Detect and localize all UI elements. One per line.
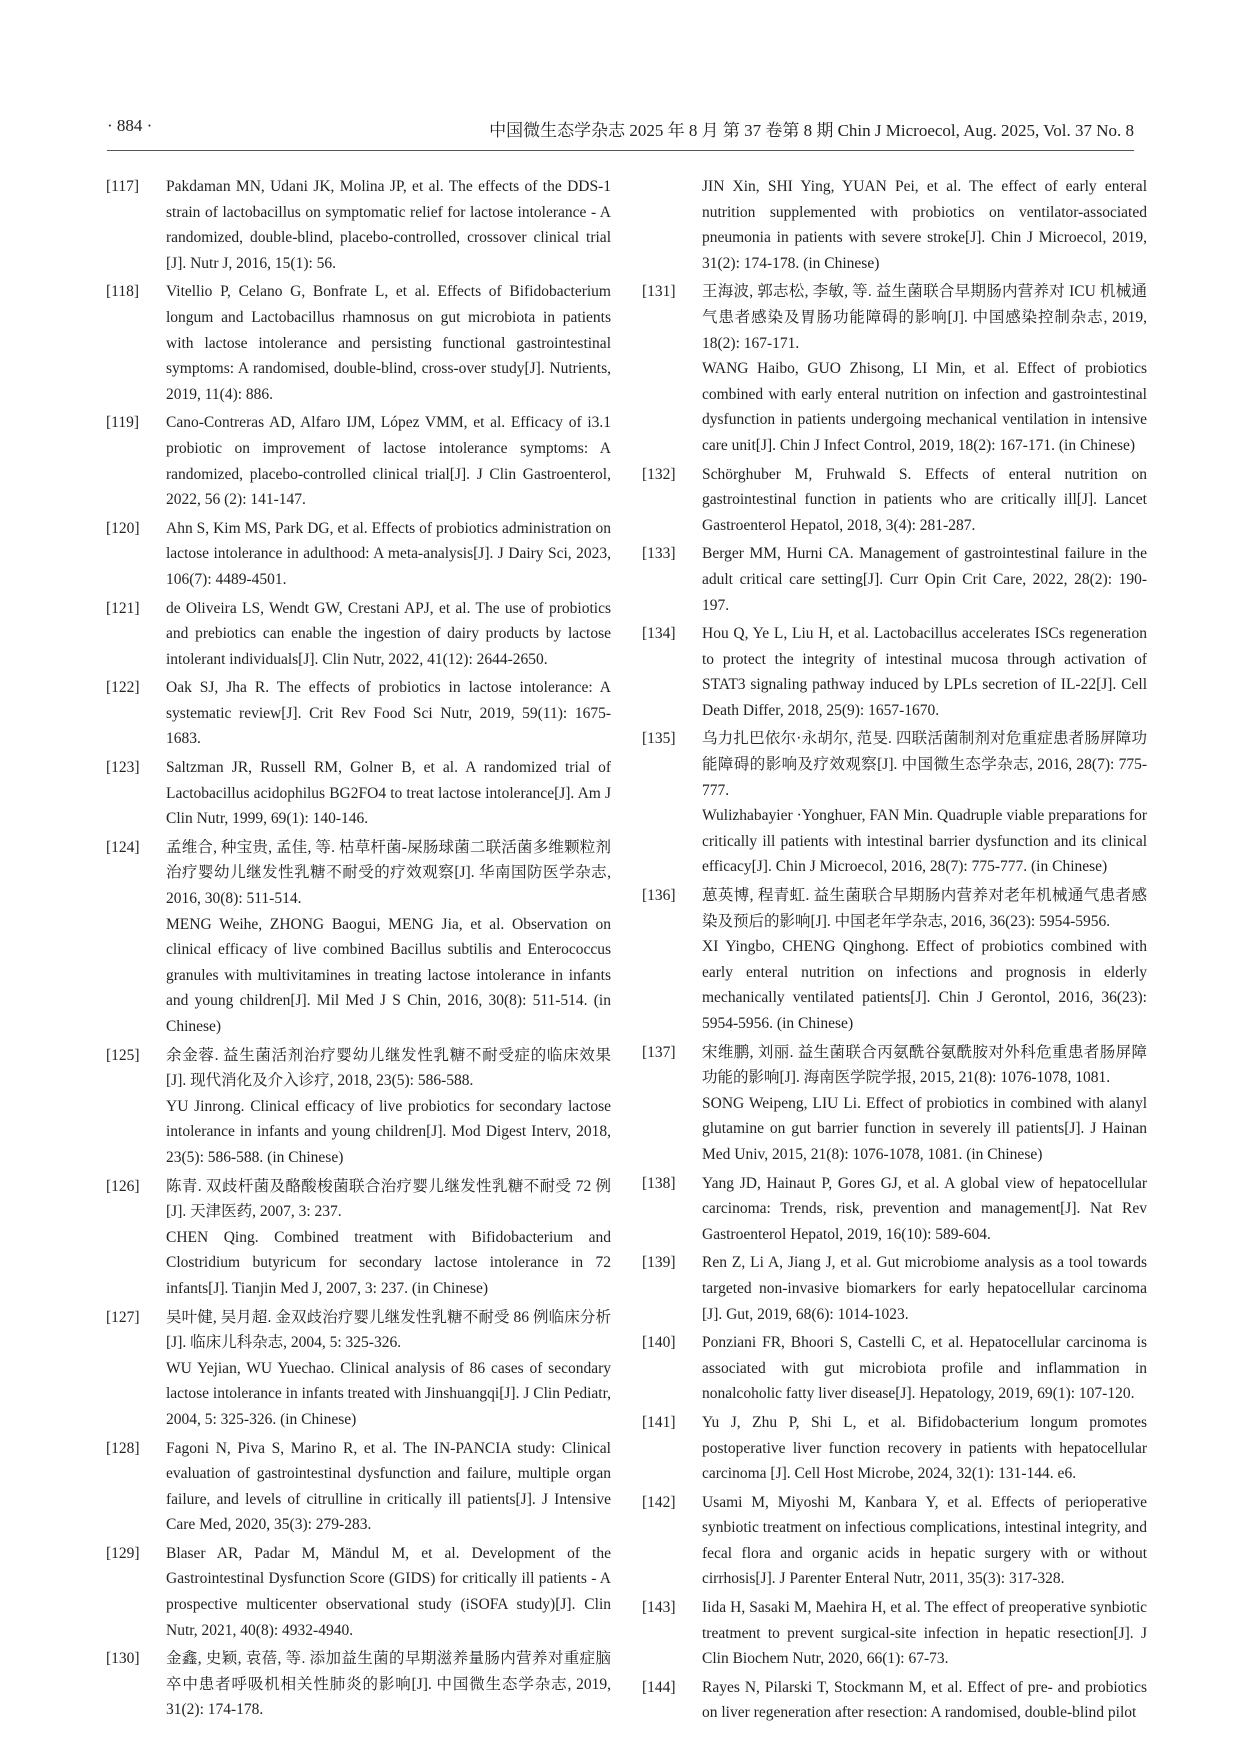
reference-translation: WANG Haibo, GUO Zhisong, LI Min, et al. Effect of probiotics combined with early enteral nutrition on infection and gastrointestinal dysfunction in patients undergoing mechanical ventilation in intensive care unit[J]. Chin J Infect Control, 2019, 18(2): 167-171. (in Chinese): [702, 360, 1147, 454]
reference-text: Oak SJ, Jha R. The effects of probiotics in lactose intolerance: A systematic review[J]. Crit Rev Food Sci Nutr, 2019, 59(11): 1675-1683.: [166, 679, 611, 748]
reference-number: [133]: [642, 545, 676, 563]
reference-number: [134]: [642, 625, 676, 643]
reference-text: 葸英博, 程青虹. 益生菌联合早期肠内营养对老年机械通气患者感染及预后的影响[J]. 中国老年学杂志, 2016, 36(23): 5954-5956.: [702, 887, 1147, 930]
reference-translation: CHEN Qing. Combined treatment with Bifidobacterium and Clostridium butyricum for secondary lactose intolerance in 72 infants[J]. Tianjin Med J, 2007, 3: 237. (in Chinese): [166, 1228, 611, 1297]
reference-number: [143]: [642, 1599, 676, 1617]
reference-text: Berger MM, Hurni CA. Management of gastrointestinal failure in the adult critical care setting[J]. Curr Opin Crit Care, 2022, 28(2): 190-197.: [702, 545, 1147, 614]
reference-text: Fagoni N, Piva S, Marino R, et al. The IN-PANCIA study: Clinical evaluation of gastrointestinal dysfunction and failure, multiple organ failure, and levels of citrulline in critically ill patients[J]. J Intensive Care Med, 2020, 35(3): 279-283.: [166, 1439, 611, 1534]
reference-entry: [106, 1305, 611, 1433]
reference-entry: [642, 174, 1147, 276]
reference-translation: SONG Weipeng, LIU Li. Effect of probiotics in combined with alanyl glutamine on gut barrier function in severely ill patients[J]. J Hainan Med Univ, 2015, 21(8): 1076-1078, 1081. (in Chinese): [702, 1094, 1147, 1163]
reference-text: Blaser AR, Padar M, Mändul M, et al. Development of the Gastrointestinal Dysfunction Score (GIDS) for critically ill patients - A prospective multicenter observational study (iSOFA study)[J]. Clin Nutr, 2021, 40(8): 4932-4940.: [166, 1544, 611, 1639]
running-header: [107, 116, 1134, 151]
reference-translation: WU Yejian, WU Yuechao. Clinical analysis of 86 cases of secondary lactose intolerance in infants treated with Jinshuangqi[J]. J Clin Pediatr, 2004, 5: 325-326. (in Chinese): [166, 1359, 611, 1428]
reference-translation: MENG Weihe, ZHONG Baogui, MENG Jia, et al. Observation on clinical efficacy of live combined Bacillus subtilis and Enterococcus granules with multivitamines in treating lactose intolerance in infants and young children[J]. Mil Med J S Chin, 2016, 30(8): 511-514. (in Chinese): [166, 915, 611, 1035]
reference-entry: [106, 1541, 611, 1643]
reference-entry: [106, 596, 611, 673]
reference-entry: [106, 279, 611, 407]
reference-number: [128]: [106, 1439, 140, 1457]
reference-text: 余金蓉. 益生菌活剂治疗婴幼儿继发性乳糖不耐受症的临床效果[J]. 现代消化及介入诊疗, 2018, 23(5): 586-588.: [166, 1046, 611, 1090]
reference-entry: [642, 1250, 1147, 1327]
reference-number: [126]: [106, 1177, 140, 1195]
reference-number: [117]: [106, 178, 139, 195]
reference-entry: [642, 1675, 1147, 1726]
reference-text: de Oliveira LS, Wendt GW, Crestani APJ, et al. The use of probiotics and prebiotics can enable the ingestion of dairy products by lactose intolerant individuals[J]. Clin Nutr, 2022, 41(12): 2644-2650.: [166, 599, 611, 668]
reference-text: 金鑫, 史颖, 袁蓓, 等. 添加益生菌的早期滋养量肠内营养对重症脑卒中患者呼吸机相关性肺炎的影响[J]. 中国微生态学杂志, 2019, 31(2): 174-178.: [166, 1650, 611, 1719]
reference-column-left: [106, 174, 611, 1726]
reference-number: [130]: [106, 1650, 140, 1668]
reference-number: [140]: [642, 1334, 676, 1352]
reference-text: Usami M, Miyoshi M, Kanbara Y, et al. Effects of perioperative synbiotic treatment on infectious complications, intestinal integrity, and fecal flora and organic acids in hepatic surgery with or without cirrhosis[J]. J Parenter Enteral Nutr, 2011, 35(3): 317-328.: [702, 1493, 1147, 1588]
reference-number: [135]: [642, 730, 676, 748]
reference-number: [127]: [106, 1308, 140, 1326]
reference-number: [125]: [106, 1046, 140, 1064]
reference-number: [144]: [642, 1678, 676, 1696]
reference-entry: [106, 174, 611, 276]
reference-entry: [642, 1595, 1147, 1672]
reference-text: Iida H, Sasaki M, Maehira H, et al. The effect of preoperative synbiotic treatment to prevent surgical-site infection in hepatic resection[J]. J Clin Biochem Nutr, 2020, 66(1): 67-73.: [702, 1599, 1147, 1668]
reference-number: [132]: [642, 465, 676, 483]
reference-entry: [106, 755, 611, 832]
reference-entry: [106, 1646, 611, 1723]
reference-text: Ahn S, Kim MS, Park DG, et al. Effects of probiotics administration on lactose intolerance in adulthood: A meta-analysis[J]. J Dairy Sci, 2023, 106(7): 4489-4501.: [166, 519, 611, 588]
reference-text: Hou Q, Ye L, Liu H, et al. Lactobacillus accelerates ISCs regeneration to protect the integrity of intestinal mucosa through activation of STAT3 signaling pathway induced by LPLs secretion of IL-22[J]. Cell Death Differ, 2018, 25(9): 1657-1670.: [702, 625, 1147, 719]
reference-column-right: [642, 174, 1147, 1729]
reference-text: Pakdaman MN, Udani JK, Molina JP, et al. The effects of the DDS-1 strain of lactobacillus on symptomatic relief for lactose intolerance - A randomized, double-blind, placebo-controlled, crossover clinical trial [J]. Nutr J, 2016, 15(1): 56.: [166, 178, 611, 272]
reference-translation: XI Yingbo, CHENG Qinghong. Effect of probiotics combined with early enteral nutrition on infections and prognosis in elderly mechanically ventilated patients[J]. Chin J Gerontol, 2016, 36(23): 5954-5956. (in Chinese): [702, 938, 1147, 1032]
reference-text: 陈青. 双歧杆菌及酪酸梭菌联合治疗婴儿继发性乳糖不耐受 72 例[J]. 天津医药, 2007, 3: 237.: [166, 1177, 611, 1221]
reference-text: Ren Z, Li A, Jiang J, et al. Gut microbiome analysis as a tool towards targeted non-invasive biomarkers for early hepatocellular carcinoma [J]. Gut, 2019, 68(6): 1014-1023.: [702, 1254, 1147, 1323]
reference-entry: [106, 410, 611, 512]
reference-number: [138]: [642, 1174, 676, 1192]
reference-text: Cano-Contreras AD, Alfaro IJM, López VMM, et al. Efficacy of i3.1 probiotic on improvement of lactose intolerance symptoms: A randomized, placebo-controlled clinical trial[J]. J Clin Gastroenterol, 2022, 56 (2): 141-147.: [166, 414, 611, 509]
reference-entry: [642, 1330, 1147, 1407]
reference-number: [141]: [642, 1413, 676, 1431]
reference-number: [121]: [106, 599, 140, 617]
reference-number: [137]: [642, 1043, 676, 1061]
reference-number: [124]: [106, 838, 140, 856]
reference-entry: [106, 675, 611, 752]
reference-text: JIN Xin, SHI Ying, YUAN Pei, et al. The effect of early enteral nutrition supplemented with probiotics on ventilator-associated pneumonia in patients with severe stroke[J]. Chin J Microecol, 2019, 31(2): 174-178. (in Chinese): [702, 178, 1147, 272]
journal-info: 中国微生态学杂志 2025 年 8 月 第 37 卷第 8 期 Chin J Microecol, Aug. 2025, Vol. 37 No. 8: [489, 121, 1134, 140]
reference-entry: [642, 1040, 1147, 1168]
reference-entry: [106, 1436, 611, 1538]
reference-entry: [642, 1171, 1147, 1248]
reference-entry: [106, 835, 611, 1040]
reference-translation: YU Jinrong. Clinical efficacy of live probiotics for secondary lactose intolerance in infants and young children[J]. Mod Digest Interv, 2018, 23(5): 586-588. (in Chinese): [166, 1097, 611, 1166]
reference-entry: [642, 621, 1147, 723]
reference-text: Saltzman JR, Russell RM, Golner B, et al. A randomized trial of Lactobacillus acidophilus BG2FO4 to treat lactose intolerance[J]. Am J Clin Nutr, 1999, 69(1): 140-146.: [166, 759, 611, 828]
reference-text: Schörghuber M, Fruhwald S. Effects of enteral nutrition on gastrointestinal function in patients who are critically ill[J]. Lancet Gastroenterol Hepatol, 2018, 3(4): 281-287.: [702, 465, 1147, 534]
page-number: · 884 ·: [107, 116, 153, 135]
reference-translation: Wulizhabayier ·Yonghuer, FAN Min. Quadruple viable preparations for critically ill patients with intestinal barrier dysfunction and its clinical efficacy[J]. Chin J Microecol, 2016, 28(7): 775-777. (in Chinese): [702, 807, 1147, 876]
reference-text: 王海波, 郭志松, 李敏, 等. 益生菌联合早期肠内营养对 ICU 机械通气患者感染及胃肠功能障碍的影响[J]. 中国感染控制杂志, 2019, 18(2): 167-171.: [702, 283, 1147, 352]
reference-entry: [106, 1043, 611, 1171]
reference-number: [142]: [642, 1493, 676, 1511]
reference-entry: [106, 516, 611, 593]
reference-number: [136]: [642, 887, 676, 905]
reference-number: [131]: [642, 283, 676, 301]
reference-entry: [642, 279, 1147, 458]
reference-text: 孟维合, 种宝贵, 孟佳, 等. 枯草杆菌-屎肠球菌二联活菌多维颗粒剂治疗婴幼儿继发性乳糖不耐受的疗效观察[J]. 华南国防医学杂志, 2016, 30(8): 511-514.: [166, 838, 611, 908]
reference-number: [123]: [106, 759, 140, 777]
reference-number: [118]: [106, 283, 139, 301]
reference-number: [119]: [106, 414, 139, 432]
reference-text: 吴叶健, 吴月超. 金双歧治疗婴儿继发性乳糖不耐受 86 例临床分析[J]. 临床儿科杂志, 2004, 5: 325-326.: [166, 1308, 611, 1352]
reference-number: [122]: [106, 679, 140, 697]
reference-text: Vitellio P, Celano G, Bonfrate L, et al. Effects of Bifidobacterium longum and Lactobacillus rhamnosus on gut microbiota in patients with lactose intolerance and persisting functional gastrointestinal symptoms: A randomised, double-blind, cross-over study[J]. Nutrients, 2019, 11(4): 886.: [166, 283, 611, 403]
reference-number: [120]: [106, 519, 140, 537]
reference-text: Rayes N, Pilarski T, Stockmann M, et al. Effect of pre- and probiotics on liver regeneration after resection: A randomised, double-blind pilot: [702, 1678, 1147, 1722]
reference-text: Ponziani FR, Bhoori S, Castelli C, et al. Hepatocellular carcinoma is associated with gut microbiota profile and inflammation in nonalcoholic fatty liver disease[J]. Hepatology, 2019, 69(1): 107-120.: [702, 1334, 1147, 1403]
reference-text: 乌力扎巴依尔·永胡尔, 范旻. 四联活菌制剂对危重症患者肠屏障功能障碍的影响及疗效观察[J]. 中国微生态学杂志, 2016, 28(7): 775-777.: [702, 730, 1147, 799]
reference-number: [129]: [106, 1544, 140, 1562]
reference-text: Yu J, Zhu P, Shi L, et al. Bifidobacterium longum promotes postoperative liver function recovery in patients with hepatocellular carcinoma [J]. Cell Host Microbe, 2024, 32(1): 131-144. e6.: [702, 1413, 1147, 1483]
reference-text: 宋维鹏, 刘丽. 益生菌联合丙氨酰谷氨酰胺对外科危重患者肠屏障功能的影响[J]. 海南医学院学报, 2015, 21(8): 1076-1078, 1081.: [702, 1043, 1147, 1087]
reference-entry: [642, 883, 1147, 1037]
reference-text: Yang JD, Hainaut P, Gores GJ, et al. A global view of hepatocellular carcinoma: Trends, risk, prevention and management[J]. Nat Rev Gastroenterol Hepatol, 2019, 16(10): 589-604.: [702, 1174, 1147, 1243]
reference-number: [139]: [642, 1254, 676, 1272]
reference-entry: [106, 1174, 611, 1302]
reference-entry: [642, 1490, 1147, 1592]
reference-entry: [642, 541, 1147, 618]
reference-entry: [642, 1410, 1147, 1487]
reference-entry: [642, 726, 1147, 880]
reference-entry: [642, 462, 1147, 539]
